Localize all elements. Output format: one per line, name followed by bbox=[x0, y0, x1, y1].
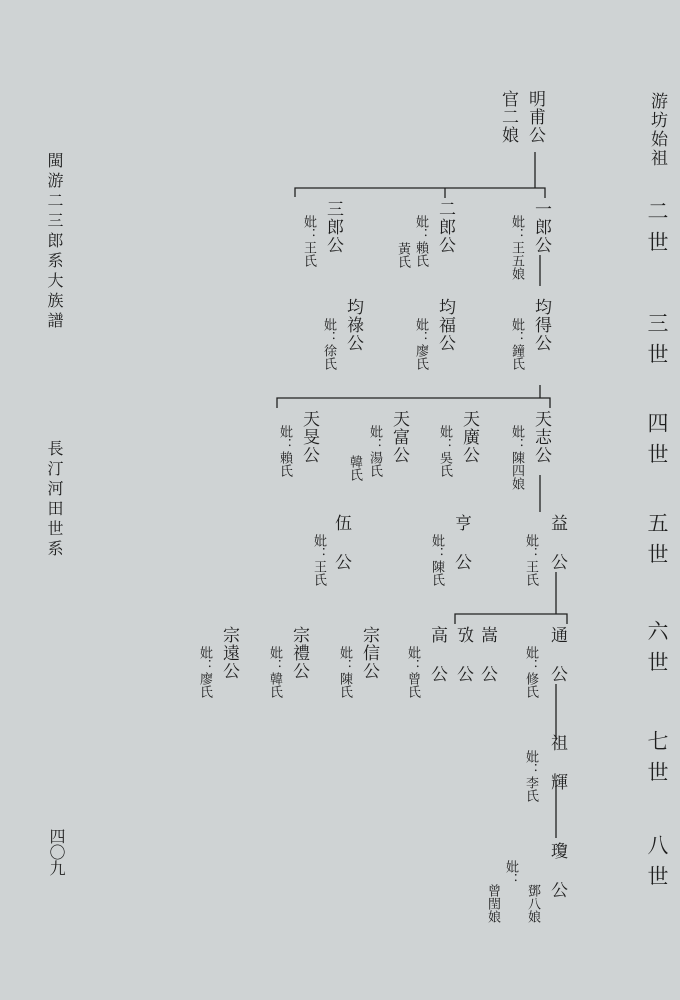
spouse-junfu: 妣：廖氏 bbox=[413, 318, 428, 370]
spouse-qiong-a: 鄧八娘 bbox=[525, 884, 540, 923]
person-junlu: 均祿公 bbox=[343, 298, 363, 352]
spouse-qiong-prefix: 妣： bbox=[503, 860, 518, 886]
gen-label-5: 五世 bbox=[645, 512, 669, 574]
spouse-qiong-b: 曾閏娘 bbox=[485, 884, 500, 923]
person-song: 嵩公 bbox=[477, 626, 497, 704]
spouse-zuhui: 妣：李氏 bbox=[523, 750, 538, 802]
spouse-erlang: 妣：賴氏 bbox=[413, 215, 428, 267]
spouse-tianguang: 妣：吳氏 bbox=[437, 425, 452, 477]
person-junde: 均得公 bbox=[531, 298, 551, 352]
spouse-wu: 妣：王氏 bbox=[311, 534, 326, 586]
spouse-zongyuan: 妣：廖氏 bbox=[197, 646, 212, 698]
book-title: 閩游二三郎系大族譜 bbox=[45, 152, 64, 332]
person-tianmin: 天旻公 bbox=[299, 410, 319, 464]
header-title: 游坊始祖 bbox=[647, 92, 667, 168]
founder-spouse: 官二娘 bbox=[498, 90, 518, 144]
spouse-yi: 妣：王氏 bbox=[523, 534, 538, 586]
person-zongxin: 宗信公 bbox=[359, 626, 379, 680]
gen-label-3: 三世 bbox=[645, 312, 669, 374]
bracket-gen2 bbox=[295, 188, 545, 198]
person-kao: 攷公 bbox=[453, 626, 473, 704]
spouse-erlang-2: 黃氏 bbox=[395, 242, 410, 268]
gen-label-7: 七世 bbox=[645, 730, 669, 792]
spouse-tianmin: 妣：賴氏 bbox=[277, 425, 292, 477]
spouse-sanlang: 妣：王氏 bbox=[301, 215, 316, 267]
person-yilang: 一郎公 bbox=[531, 200, 551, 254]
spouse-tianfu-2: 韓氏 bbox=[347, 455, 362, 481]
bracket-gen4 bbox=[277, 398, 550, 408]
person-tianzhi: 天志公 bbox=[531, 410, 551, 464]
person-heng: 亨公 bbox=[451, 514, 471, 592]
person-zongyuan: 宗遠公 bbox=[219, 626, 239, 680]
spouse-tianzhi: 妣：陳四娘 bbox=[509, 425, 524, 490]
person-wu: 伍公 bbox=[331, 514, 351, 592]
gen-label-8: 八世 bbox=[645, 834, 669, 896]
spouse-junlu: 妣：徐氏 bbox=[321, 318, 336, 370]
person-tianfu: 天富公 bbox=[389, 410, 409, 464]
spouse-tianfu: 妣：湯氏 bbox=[367, 425, 382, 477]
gen-label-6: 六世 bbox=[645, 620, 669, 682]
person-sanlang: 三郎公 bbox=[323, 200, 343, 254]
bracket-gen6 bbox=[455, 614, 567, 624]
person-gao: 高公 bbox=[427, 626, 447, 704]
section-title: 長汀河田世系 bbox=[45, 440, 64, 560]
spouse-junde: 妣：鐘氏 bbox=[509, 318, 524, 370]
spouse-gao: 妣：曾氏 bbox=[405, 646, 420, 698]
spouse-heng: 妣：陳氏 bbox=[429, 534, 444, 586]
person-qiong: 瓊公 bbox=[547, 842, 567, 920]
person-tianguang: 天廣公 bbox=[459, 410, 479, 464]
page-number: 四〇九 bbox=[47, 828, 66, 876]
founder-name: 明甫公 bbox=[525, 90, 545, 144]
spouse-yilang: 妣：王五娘 bbox=[509, 215, 524, 280]
gen-label-4: 四世 bbox=[645, 412, 669, 474]
person-zuhui: 祖輝 bbox=[547, 734, 567, 812]
person-yi: 益公 bbox=[547, 514, 567, 592]
gen-label-2: 二世 bbox=[645, 200, 669, 262]
spouse-tong: 妣：修氏 bbox=[523, 646, 538, 698]
person-erlang: 二郎公 bbox=[435, 200, 455, 254]
person-junfu: 均福公 bbox=[435, 298, 455, 352]
spouse-zongli: 妣：韓氏 bbox=[267, 646, 282, 698]
person-zongli: 宗禮公 bbox=[289, 626, 309, 680]
person-tong: 通公 bbox=[547, 626, 567, 704]
spouse-zongxin: 妣：陳氏 bbox=[337, 646, 352, 698]
